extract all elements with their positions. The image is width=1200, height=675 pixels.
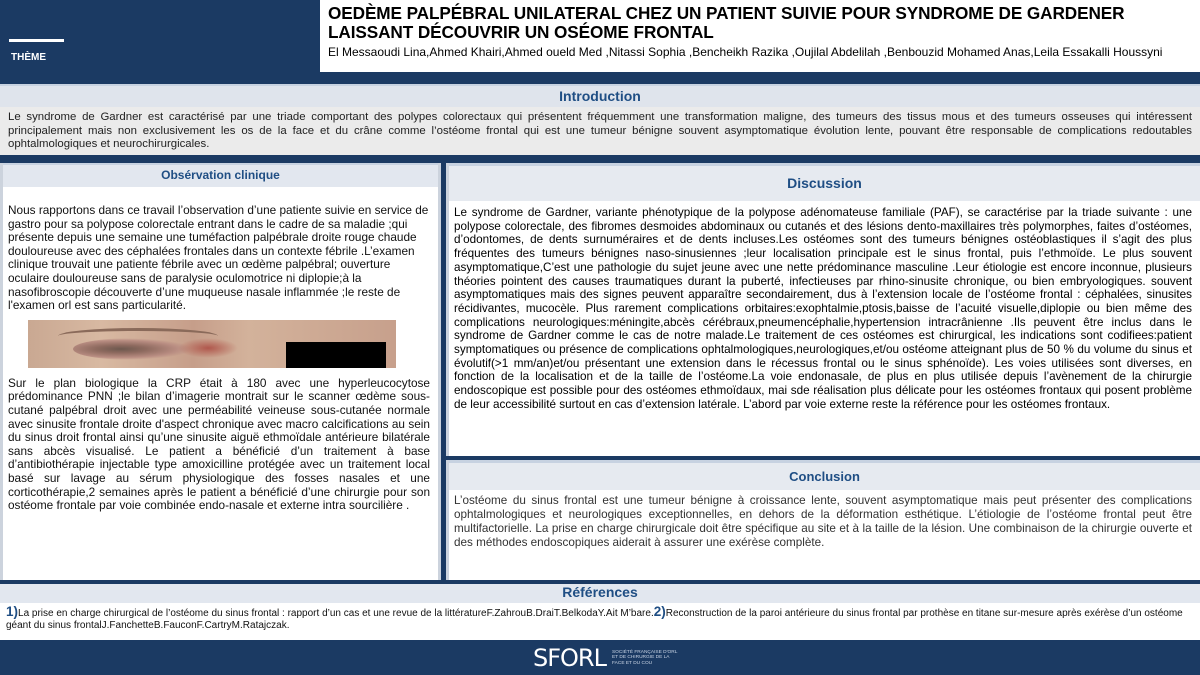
- reference-number: 1): [6, 604, 19, 619]
- author-list: El Messaoudi Lina,Ahmed Khairi,Ahmed oueld Med ,Nitassi Sophia ,Bencheikh Razika ,Oujilal Abdelilah ,Benbouzid Mohamed Anas,Leila Essakalli Houssyni: [328, 45, 1163, 59]
- observation-heading: Obsérvation clinique: [3, 163, 438, 187]
- eyelid-redness: [178, 338, 238, 358]
- title-panel: [320, 0, 1200, 72]
- theme-panel: [0, 0, 318, 72]
- conclusion-heading: Conclusion: [449, 460, 1200, 490]
- references-list: [0, 603, 1200, 632]
- references-heading: Références: [0, 584, 1200, 603]
- conclusion-section: [446, 460, 1200, 580]
- introduction-text: Le syndrome de Gardner est caractérisé par une triade comportant des polypes colorectaux qui présentent fréquemment une transformation maligne, des tumeurs des tissus mous et des tumeurs osseuses qui intéressent principalement mais non exclusivement les os de la face et du crâne comme l’ostéome frontal qui est une tumeur bénigne souvent asymptomatique évolution lente, pouvant être responsable de complications redoutables ophtalmologiques et neurochirurgicales.: [8, 111, 1192, 150]
- reference-item: Reconstruction de la paroi antérieure du sinus frontal par prothèse en titane sur-mesure après exérèse d’un ostéome géant du sinus frontalJ.FanchetteB.FauconF.CartryM.Ratajczak.: [6, 608, 1183, 631]
- discussion-heading: Discussion: [449, 163, 1200, 201]
- eye-shape: [73, 338, 193, 360]
- reference-item: La prise en charge chirurgical de l’ostéome du sinus frontal : rapport d’un cas et une revue de la littératureF.ZahrouB.DraiT.BelkodaY.Ait M’bare.: [18, 608, 654, 619]
- observation-paragraph-1: Nous rapportons dans ce travail l’observation d’une patiente suivie en service de gastro pour sa polypose colorectale entrant dans le cadre de sa maladie ;qui présente depuis une semaine une tuméfaction palpébrale droite rouge chaude douloureuse avec des céphalées frontales dans un contexte fébrile .L’examen clinique trouvait une patiente fébrile avec un œdème palpébral; ouverture oculaire douloureuse sans de paralysie oculomotrice ni diplopie;à la nasofibroscopie découverte d’une muqueuse nasale inflammée ;le reste de l'examen orl est sans particularité.: [8, 203, 429, 313]
- logo-wordmark: SFORL: [533, 644, 606, 672]
- theme-divider: [9, 39, 64, 42]
- logo-subtitle: SOCIÉTÉ FRANÇAISE D'ORL ET DE CHIRURGIE DE LA FACE ET DU COU: [611, 649, 678, 666]
- poster-title: OEDÈME PALPÉBRAL UNILATERAL CHEZ UN PATIENT SUIVIE POUR SYNDROME DE GARDENER LAISSANT DÉCOUVRIR UN OSÉOME FRONTAL: [328, 3, 1125, 42]
- observation-section: [0, 163, 441, 580]
- sforl-logo: [533, 644, 682, 672]
- references-section: [0, 584, 1200, 640]
- introduction-section: [0, 84, 1200, 155]
- introduction-heading: Introduction: [0, 84, 1200, 107]
- conclusion-text: L’ostéome du sinus frontal est une tumeur bénigne à croissance lente, souvent asymptomatique mais peut présenter des complications ophtalmologiques et neurologiques exceptionnelles, en dehors de la déformation esthétique. L’étiologie de l’ostéome frontal peut être multifactorielle. La prise en charge chirurgicale doit être spécifique au site et à la taille de la lésion. Une combinaison de la chirurgie ouverte et des méthodes endoscopiques aiderait à assurer une exérèse complète.: [454, 494, 1192, 549]
- patient-eye-photo: [28, 320, 396, 368]
- reference-number: 2): [653, 604, 666, 619]
- theme-label: THÈME: [11, 52, 46, 63]
- observation-paragraph-2: Sur le plan biologique la CRP était à 180 avec une hyperleucocytose prédominance PNN ;le bilan d’imagerie montrait sur le scanner œdème sous-cutané palpébral droit avec une perméabilité veineuse sous-cutanée normale avec sinusite frontale droite d'aspect chronique avec macro calcifications au sein du sinus droit frontal ainsi qu’une sinusite aiguë ethmoïdale antérieure bilatérale sans abcès visualisé. Le patient a bénéficié d’un traitement à base d’antibiothérapie injectable type amoxicilline protégée avec un traitement local basé sur lavage au sérum physiologique des fosses nasales et une corticothérapie,2 semaines après le patient a bénéficié d’une chirurgie pour son ostéome frontale par voie combinée endo-nasale et externe intra sourcilière .: [8, 375, 430, 513]
- discussion-section: [446, 163, 1200, 456]
- anonymization-bar: [286, 342, 386, 368]
- discussion-text: Le syndrome de Gardner, variante phénotypique de la polypose adénomateuse familiale (PAF), se caractérise par la triade suivante : une polypose colorectale, des fibromes desmoides abdominaux ou cutanés et des lésions dento-maxillaires très polymorphes, faites d’ostéomes, d’odontomes, de dents surnuméraires et de dents incluses.Les ostéomes sont des tumeurs bénignes ostéoblastiques il s’agit des plus fréquentes des tumeurs bénignes naso-sinusiennes ;leur localisation principale est le sinus frontal, puis l’ethmoïde. Le plus souvent asymptomatique,C’est une pathologie du sujet jeune avec une nette prédominance masculine .Leur étiologie est encore inconnue, plusieurs théories pointent des causes traumatiques durant la puberté, infectieuses par rhino-sinusite chronique, ou bien embryologiques. souvent asymptomatiques mais des signes peuvent apparaître secondairement, dus à l’extension locale de l’ostéome frontal : céphalées, sinusites récidivantes, mucocèle. Plus rarement complications orbitaires:exophtalmie,ptosis,baisse de l’acuité visuelle,diplopie ou bien même des complications neurologiques:méningite,abcès cérébraux,pneumencéphalie,hypertension intracrânienne .Ils peuvent être inclus dans le syndrome de Gardner comme le cas de notre malade.Le traitement de ces ostéomes est chirurgical, les indications sont codifiees:patient symptomatiques ou présence de complications ophtalmologiques,neurologiques,et/ou ostéome atteignant plus de 50 % du volume du sinus et évolutif(>1 mm/an)et/ou présentant une extension dans le récessus frontal ou le sinus sphénoïde). Les voies utilisées sont diverses, en fonction de la localisation et de la taille de l’ostéome.La voie endonasale, de plus en plus utilisée depuis l’avènement de la chirurgie endoscopique est possible pour des ostéomes ethmoïdaux, mai sde réalisation plus délicate pour les ostéomes frontaux qui posent problème de leur accessibilité surtout en cas d’extension latérale. L’abord par voie externe reste la référence pour les ostéomes frontaux.: [454, 206, 1192, 411]
- footer-bar: [0, 640, 1200, 675]
